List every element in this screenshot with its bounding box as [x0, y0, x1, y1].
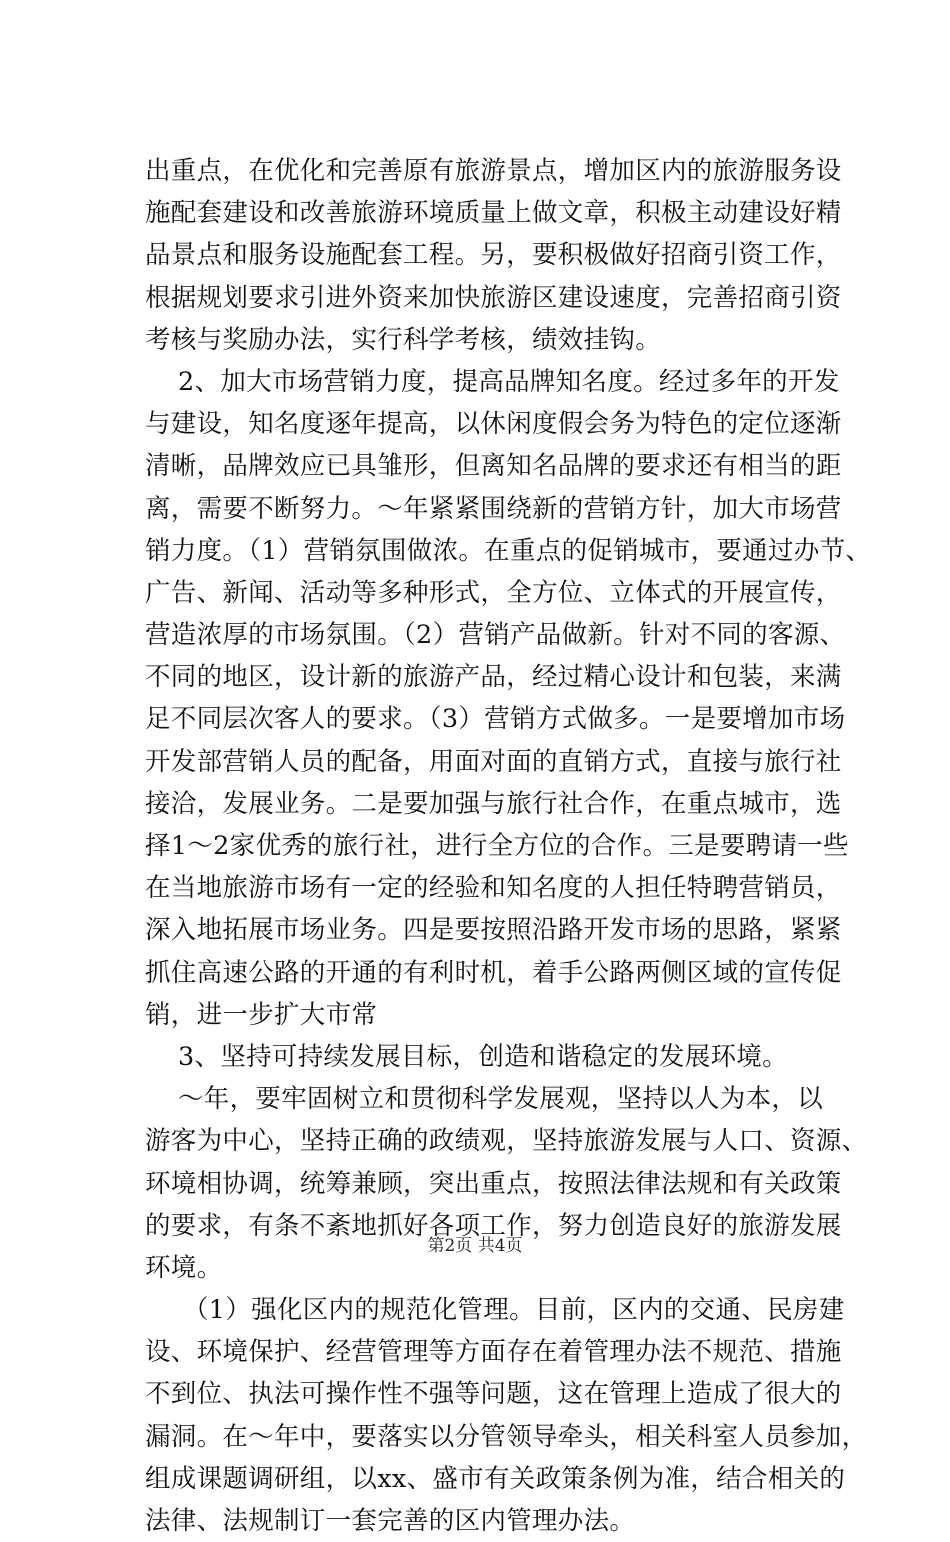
text-line: 出重点，在优化和完善原有旅游景点，增加区内的旅游服务设 — [145, 156, 842, 186]
text-line: 组成课题调研组，以xx、盛市有关政策条例为准，结合相关的 — [145, 1463, 846, 1494]
text-line: 漏洞。在～年中，要落实以分管领导牵头，相关科室人员参加， — [145, 1421, 868, 1452]
text-line: 不同的地区，设计新的旅游产品，经过精心设计和包装，来满 — [145, 662, 842, 693]
text-line: 择1～2家优秀的旅行社，进行全方位的合作。三是要聘请一些 — [145, 831, 849, 861]
text-line: 不到位、执法可操作性不强等问题，这在管理上造成了很大的 — [145, 1379, 842, 1410]
text-line: 设、环境保护、经营管理等方面存在着管理办法不规范、措施 — [145, 1337, 842, 1368]
text-line: 营造浓厚的市场氛围。（2）营销产品做新。针对不同的客源、 — [145, 620, 846, 651]
text-line: 考核与奖励办法，实行科学考核，绩效挂钩。 — [145, 324, 662, 355]
text-line: 抓住高速公路的开通的有利时机，着手公路两侧区域的宣传促 — [145, 957, 842, 988]
text-line: 接洽，发展业务。二是要加强与旅行社合作，在重点城市，选 — [145, 788, 842, 819]
text-line: 清晰，品牌效应已具雏形，但离知名品牌的要求还有相当的距 — [145, 451, 842, 482]
text-line: 环境相协调，统筹兼顾，突出重点，按照法律法规和有关政策 — [145, 1168, 842, 1199]
page-number-footer: 第2页 共4页 — [427, 1236, 523, 1256]
document-body — [145, 150, 872, 1542]
text-line: ～年，要牢固树立和贯彻科学发展观，坚持以人为本，以 — [178, 1084, 824, 1115]
text-line: 环境。 — [145, 1252, 223, 1283]
text-line: 施配套建设和改善旅游环境质量上做文章，积极主动建设好精 — [145, 198, 842, 229]
text-line: 广告、新闻、活动等多种形式，全方位、立体式的开展宣传， — [145, 577, 842, 608]
text-line: 开发部营销人员的配备，用面对面的直销方式，直接与旅行社 — [145, 746, 842, 777]
paragraph-heading: 2、加大市场营销力度，提高品牌知名度。经过多年的开发 — [178, 366, 840, 397]
text-line: 法律、法规制订一套完善的区内管理办法。 — [145, 1506, 636, 1536]
text-line: 在当地旅游市场有一定的经验和知名度的人担任特聘营销员， — [145, 873, 842, 904]
paragraph-heading: 3、坚持可持续发展目标，创造和谐稳定的发展环境。 — [178, 1041, 788, 1072]
text-line: 品景点和服务设施配套工程。另，要积极做好招商引资工作， — [145, 240, 842, 271]
text-line: 根据规划要求引进外资来加快旅游区建设速度，完善招商引资 — [145, 282, 842, 313]
text-line: 足不同层次客人的要求。（3）营销方式做多。一是要增加市场 — [145, 704, 846, 735]
text-line: 销，进一步扩大市常 — [145, 999, 378, 1030]
paragraph-heading: （1）强化区内的规范化管理。目前，区内的交通、民房建 — [183, 1295, 845, 1326]
text-line: 离，需要不断努力。～年紧紧围绕新的营销方针，加大市场营 — [145, 493, 842, 524]
text-line: 深入地拓展市场业务。四是要按照沿路开发市场的思路，紧紧 — [145, 915, 842, 946]
text-line: 与建设，知名度逐年提高，以休闲度假会务为特色的定位逐渐 — [145, 409, 842, 440]
text-line: 游客为中心，坚持正确的政绩观，坚持旅游发展与人口、资源、 — [145, 1126, 868, 1157]
text-line: 销力度。（1）营销氛围做浓。在重点的促销城市，要通过办节、 — [145, 535, 872, 566]
text-line: 的要求，有条不紊地抓好各项工作，努力创造良好的旅游发展 — [145, 1210, 842, 1241]
